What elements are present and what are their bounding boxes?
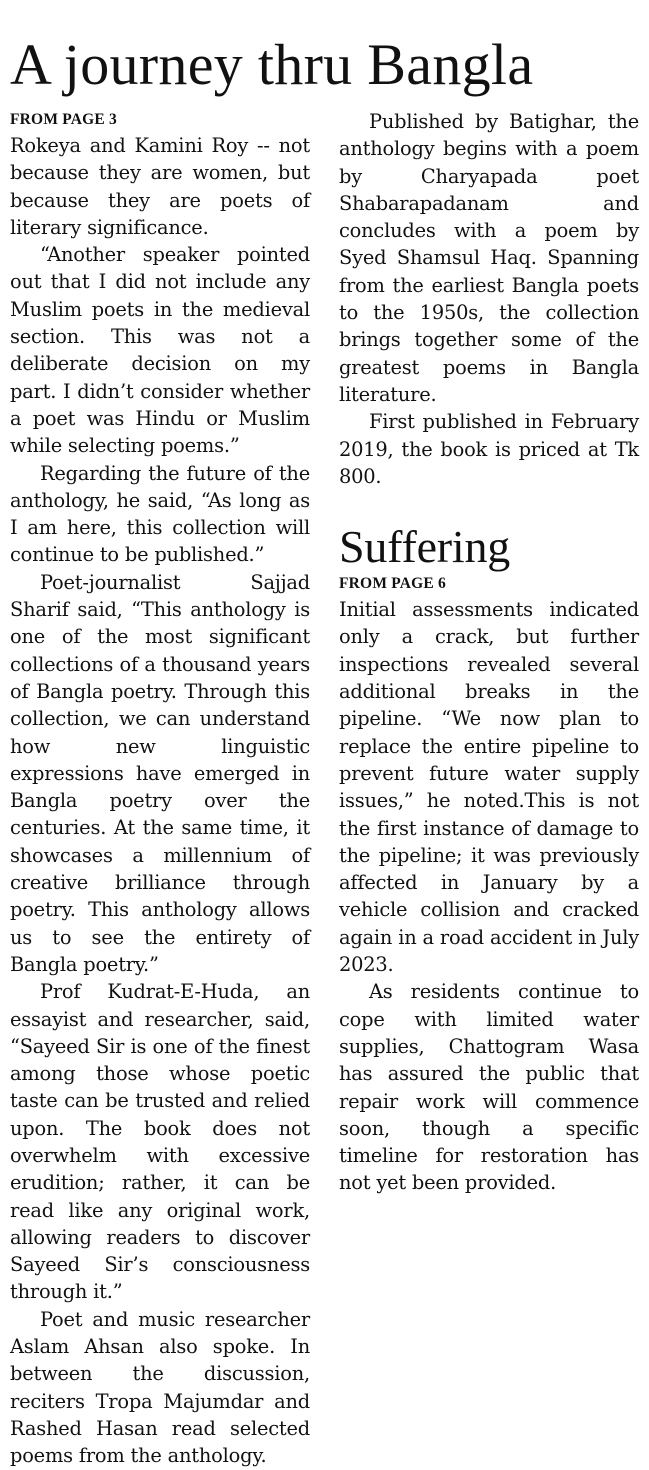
body-paragraph: As residents continue to cope with limited water supplies, Chattogram Wasa has assured the public that repair work will commence soon, though a specific timeline for restoration has not yet been provided. [339, 980, 639, 1195]
body-paragraph: Prof Kudrat-E-Huda, an essayist and researcher, said, “Sayeed Sir is one of the finest among those whose poetic taste can be trusted and relied upon. The book does not overwhelm with excessive erudition; rather, it can be read like any original work, allowing readers to discover Sayeed Sir’s consciousness through it.” [10, 980, 310, 1304]
right-column [339, 108, 639, 1197]
body-paragraph: Rokeya and Kamini Roy -- not because they are women, but because they are poets of literary significance. [10, 134, 310, 239]
left-column [10, 108, 310, 1470]
body-paragraph: Initial assessments indicated only a crack, but further inspections revealed several additional breaks in the pipeline. “We now plan to replace the entire pipeline to prevent future water supply issues,” he noted.This is not the first instance of damage to the pipeline; it was previously affected in January by a vehicle collision and cracked again in a road accident in July 2023. [339, 598, 639, 977]
second-article-headline: Suffering [339, 521, 511, 573]
body-paragraph: Regarding the future of the anthology, he said, “As long as I am here, this collection will continue to be published.” [10, 461, 310, 567]
article-headline: A journey thru Bangla [10, 32, 534, 97]
body-paragraph: “Another speaker pointed out that I did not include any Muslim poets in the medieval section. This was not a deliberate decision on my part. I didn’t consider whether a poet was Hindu or Muslim while selecting poems.” [10, 243, 310, 458]
continued-from-label: FROM PAGE 6 [339, 575, 446, 593]
body-paragraph: Poet and music researcher Aslam Ahsan also spoke. In between the discussion, reciters Tropa Majumdar and Rashed Hasan read selected poems from the anthology. [10, 1307, 310, 1468]
body-paragraph: Published by Batighar, the anthology begins with a poem by Charyapada poet Shabarapadanam and concludes with a poem by Syed Shamsul Haq. Spanning from the earliest Bangla poets to the 1950s, the collection brings together some of the greatest poems in Bangla literature. [339, 110, 639, 406]
body-paragraph: First published in February 2019, the book is priced at Tk 800. [339, 410, 639, 488]
continued-from-label: FROM PAGE 3 [10, 111, 117, 128]
body-paragraph: Poet-journalist Sajjad Sharif said, “This anthology is one of the most significant collections of a thousand years of Bangla poetry. Through this collection, we can understand how new linguistic expressions have emerged in Bangla poetry over the centuries. At the same time, it showcases a millennium of creative brilliance through poetry. This anthology allows us to see the entirety of Bangla poetry.” [10, 570, 310, 976]
